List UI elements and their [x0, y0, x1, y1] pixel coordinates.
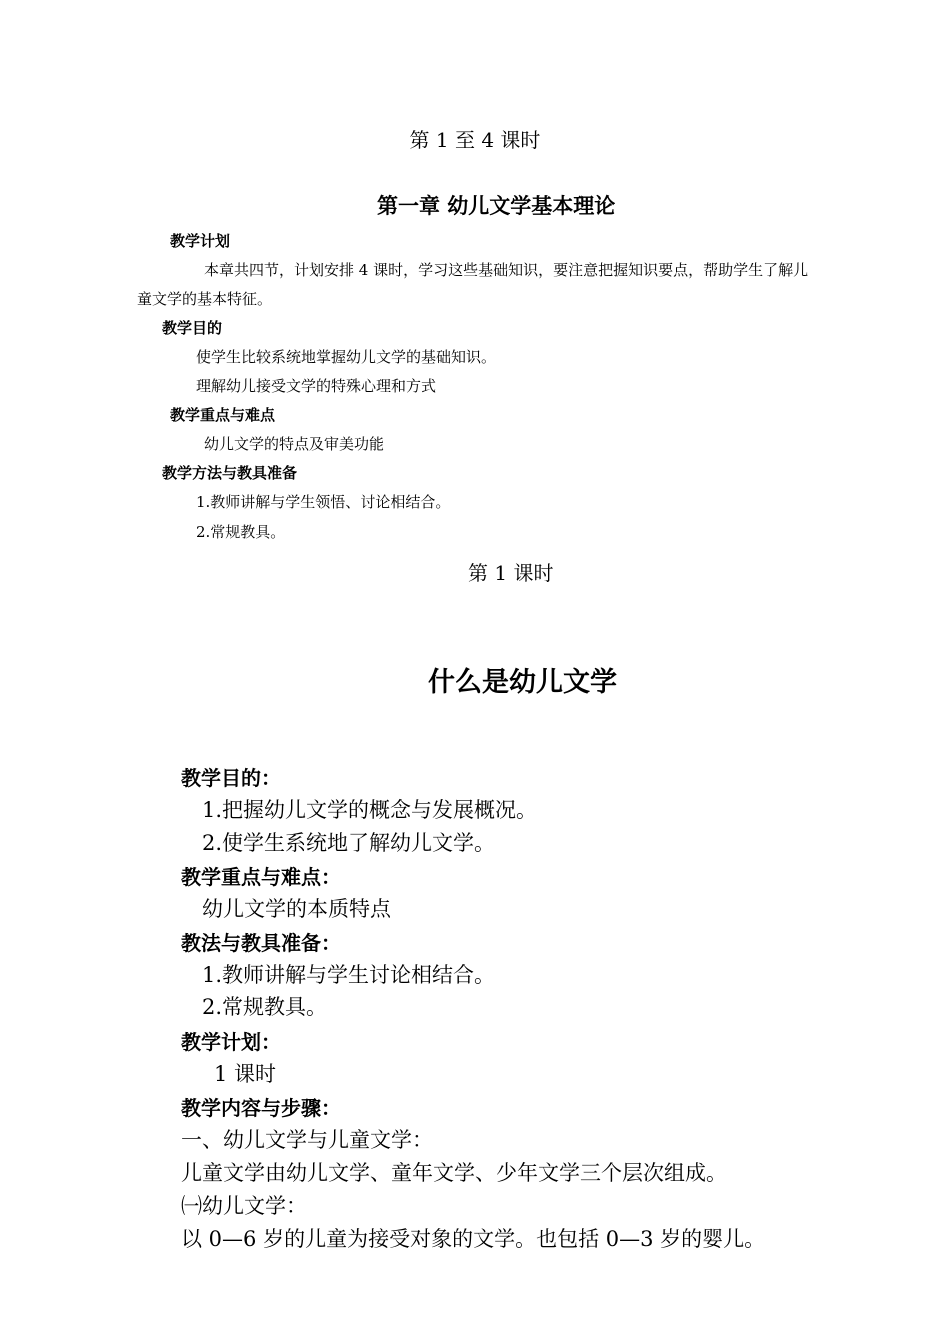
lesson-range-heading: 第 1 至 4 课时: [409, 128, 541, 152]
lesson-content-line-4: 以 0—6 岁的儿童为接受对象的文学。也包括 0—3 岁的婴儿。: [181, 1227, 766, 1251]
chapter-goal-item-1: 使学生比较系统地掌握幼儿文学的基础知识。: [196, 348, 497, 366]
chapter-plan-text-line-1: 本章共四节，计划安排 4 课时，学习这些基础知识，要注意把握知识要点，帮助学生了解儿: [204, 261, 809, 279]
lesson-title: 什么是幼儿文学: [428, 667, 617, 698]
lesson-number-heading: 第 1 课时: [468, 561, 554, 585]
lesson-plan-item-1: 1 课时: [214, 1062, 277, 1086]
lesson-method-item-1: 1.教师讲解与学生讨论相结合。: [202, 963, 496, 987]
lesson-goal-item-1: 1.把握幼儿文学的概念与发展概况。: [202, 798, 538, 822]
lesson-key-item-1: 幼儿文学的本质特点: [202, 897, 391, 921]
lesson-content-heading: 教学内容与步骤：: [181, 1096, 341, 1120]
lesson-goal-heading: 教学目的：: [181, 766, 281, 790]
chapter-title: 第一章 幼儿文学基本理论: [377, 194, 616, 218]
lesson-key-heading: 教学重点与难点：: [181, 865, 341, 889]
chapter-key-item-1: 幼儿文学的特点及审美功能: [204, 435, 385, 453]
chapter-method-heading: 教学方法与教具准备: [162, 464, 298, 482]
chapter-plan-text-line-2: 童文学的基本特征。: [137, 290, 273, 308]
chapter-goal-item-2: 理解幼儿接受文学的特殊心理和方式: [196, 377, 437, 395]
lesson-goal-item-2: 2.使学生系统地了解幼儿文学。: [202, 831, 496, 855]
lesson-content-line-1: 一、幼儿文学与儿童文学：: [181, 1128, 433, 1152]
chapter-method-item-1: 1.教师讲解与学生领悟、讨论相结合。: [196, 493, 451, 511]
chapter-goal-heading: 教学目的: [162, 319, 223, 337]
lesson-method-item-2: 2.常规教具。: [202, 995, 328, 1019]
lesson-content-line-2: 儿童文学由幼儿文学、童年文学、少年文学三个层次组成。: [181, 1161, 727, 1185]
chapter-method-item-2: 2.常规教具。: [196, 523, 286, 541]
chapter-plan-heading: 教学计划: [170, 232, 231, 250]
lesson-method-heading: 教法与教具准备：: [181, 931, 341, 955]
lesson-plan-heading: 教学计划：: [181, 1030, 281, 1054]
lesson-content-line-3: ㈠幼儿文学：: [181, 1194, 307, 1218]
chapter-key-heading: 教学重点与难点: [170, 406, 276, 424]
